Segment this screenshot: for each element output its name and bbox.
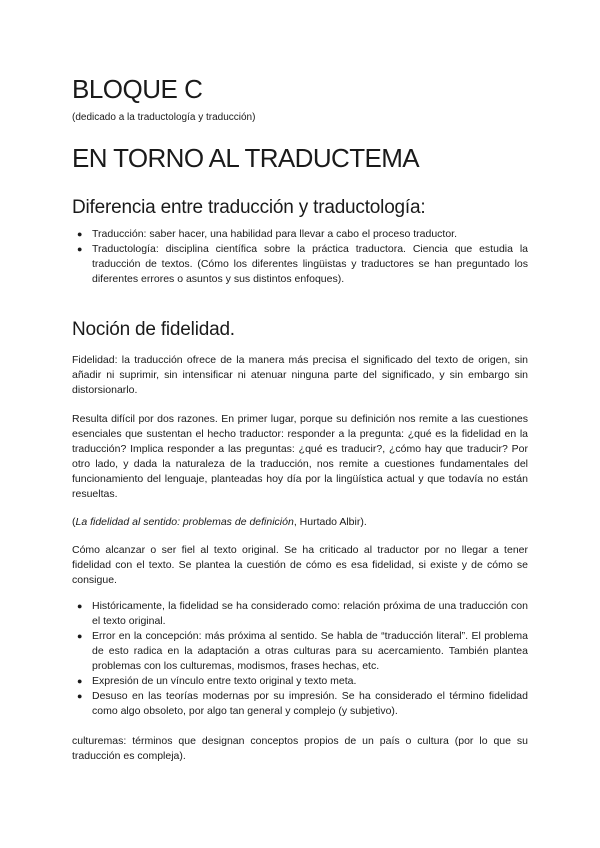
bullet-icon: ●	[77, 691, 83, 701]
paragraph-how: Cómo alcanzar o ser fiel al texto original. Se ha criticado al traductor por no llegar a tener fidelidad con el texto. Se plantea la cuestión de cómo es esa fidelidad, si existe y de cómo se consigue.	[72, 544, 528, 586]
bullet-icon: ●	[77, 676, 83, 686]
heading-fidelity: Noción de fidelidad.	[72, 319, 235, 340]
list-item	[72, 629, 528, 674]
bullet-icon: ●	[77, 244, 83, 254]
list-item	[72, 689, 528, 719]
list-item	[72, 227, 528, 242]
list-item-text: Traductología: disciplina científica sobre la práctica traductora. Ciencia que estudia la traducción de textos. (Cómo los diferentes lingüistas y traductores se han preguntado los diferentes errores o asuntos y sus distintos enfoques).	[92, 243, 528, 285]
list-item-text: Traducción: saber hacer, una habilidad para llevar a cabo el proceso traductor.	[92, 228, 457, 240]
list-item-text: Error en la concepción: más próxima al sentido. Se habla de “traducción literal”. El problema de esto radica en la adaptación a otras culturas para su acercamiento. También plantea problemas con los culturemas, modismos, frases hechas, etc.	[92, 630, 528, 672]
citation-open: (	[72, 516, 76, 528]
paragraph-difficulty: Resulta difícil por dos razones. En primer lugar, porque su definición nos remite a las cuestiones esenciales que sustentan el hecho traductor: responder a la pregunta: ¿qué es la fidelidad en la traducción? Implica responder a las preguntas: ¿qué es traducir?, ¿cómo hay que traducir? Por otro lado, y dada la naturaleza de la traducción, nos remite a cuestiones fundamentales del funcionamiento del lenguaje, planteadas hoy día por la lingüística actual y que todavía no están resueltas.	[72, 413, 528, 500]
heading-difference: Diferencia entre traducción y traductología:	[72, 197, 426, 218]
paragraph-culturemas: culturemas: términos que designan conceptos propios de un país o cultura (por lo que su traducción es compleja).	[72, 735, 528, 762]
section-title: EN TORNO AL TRADUCTEMA	[72, 143, 420, 173]
difference-list	[72, 227, 528, 287]
citation-author: , Hurtado Albir).	[293, 516, 367, 528]
paragraph-definition: Fidelidad: la traducción ofrece de la manera más precisa el significado del texto de origen, sin añadir ni suprimir, sin intensificar ni atenuar ninguna parte del significado, y sin embargo sin distorsionarlo.	[72, 354, 528, 396]
page-subtitle: (dedicado a la traductología y traducción)	[72, 112, 256, 123]
list-item-text: Desuso en las teorías modernas por su impresión. Se ha considerado el término fidelidad como algo obsoleto, por algo tan general y complejo (y subjetivo).	[92, 690, 528, 717]
list-item	[72, 674, 528, 689]
citation-title: La fidelidad al sentido: problemas de definición	[75, 516, 294, 528]
page-title: BLOQUE C	[72, 74, 203, 104]
list-item	[72, 242, 528, 287]
bullet-icon: ●	[77, 631, 83, 641]
bullet-icon: ●	[77, 229, 83, 239]
citation	[72, 515, 528, 530]
list-item-text: Expresión de un vínculo entre texto original y texto meta.	[92, 675, 357, 687]
list-item-text: Históricamente, la fidelidad se ha considerado como: relación próxima de una traducción con el texto original.	[92, 600, 528, 627]
bullet-icon: ●	[77, 601, 83, 611]
list-item	[72, 599, 528, 629]
fidelity-list	[72, 599, 528, 719]
